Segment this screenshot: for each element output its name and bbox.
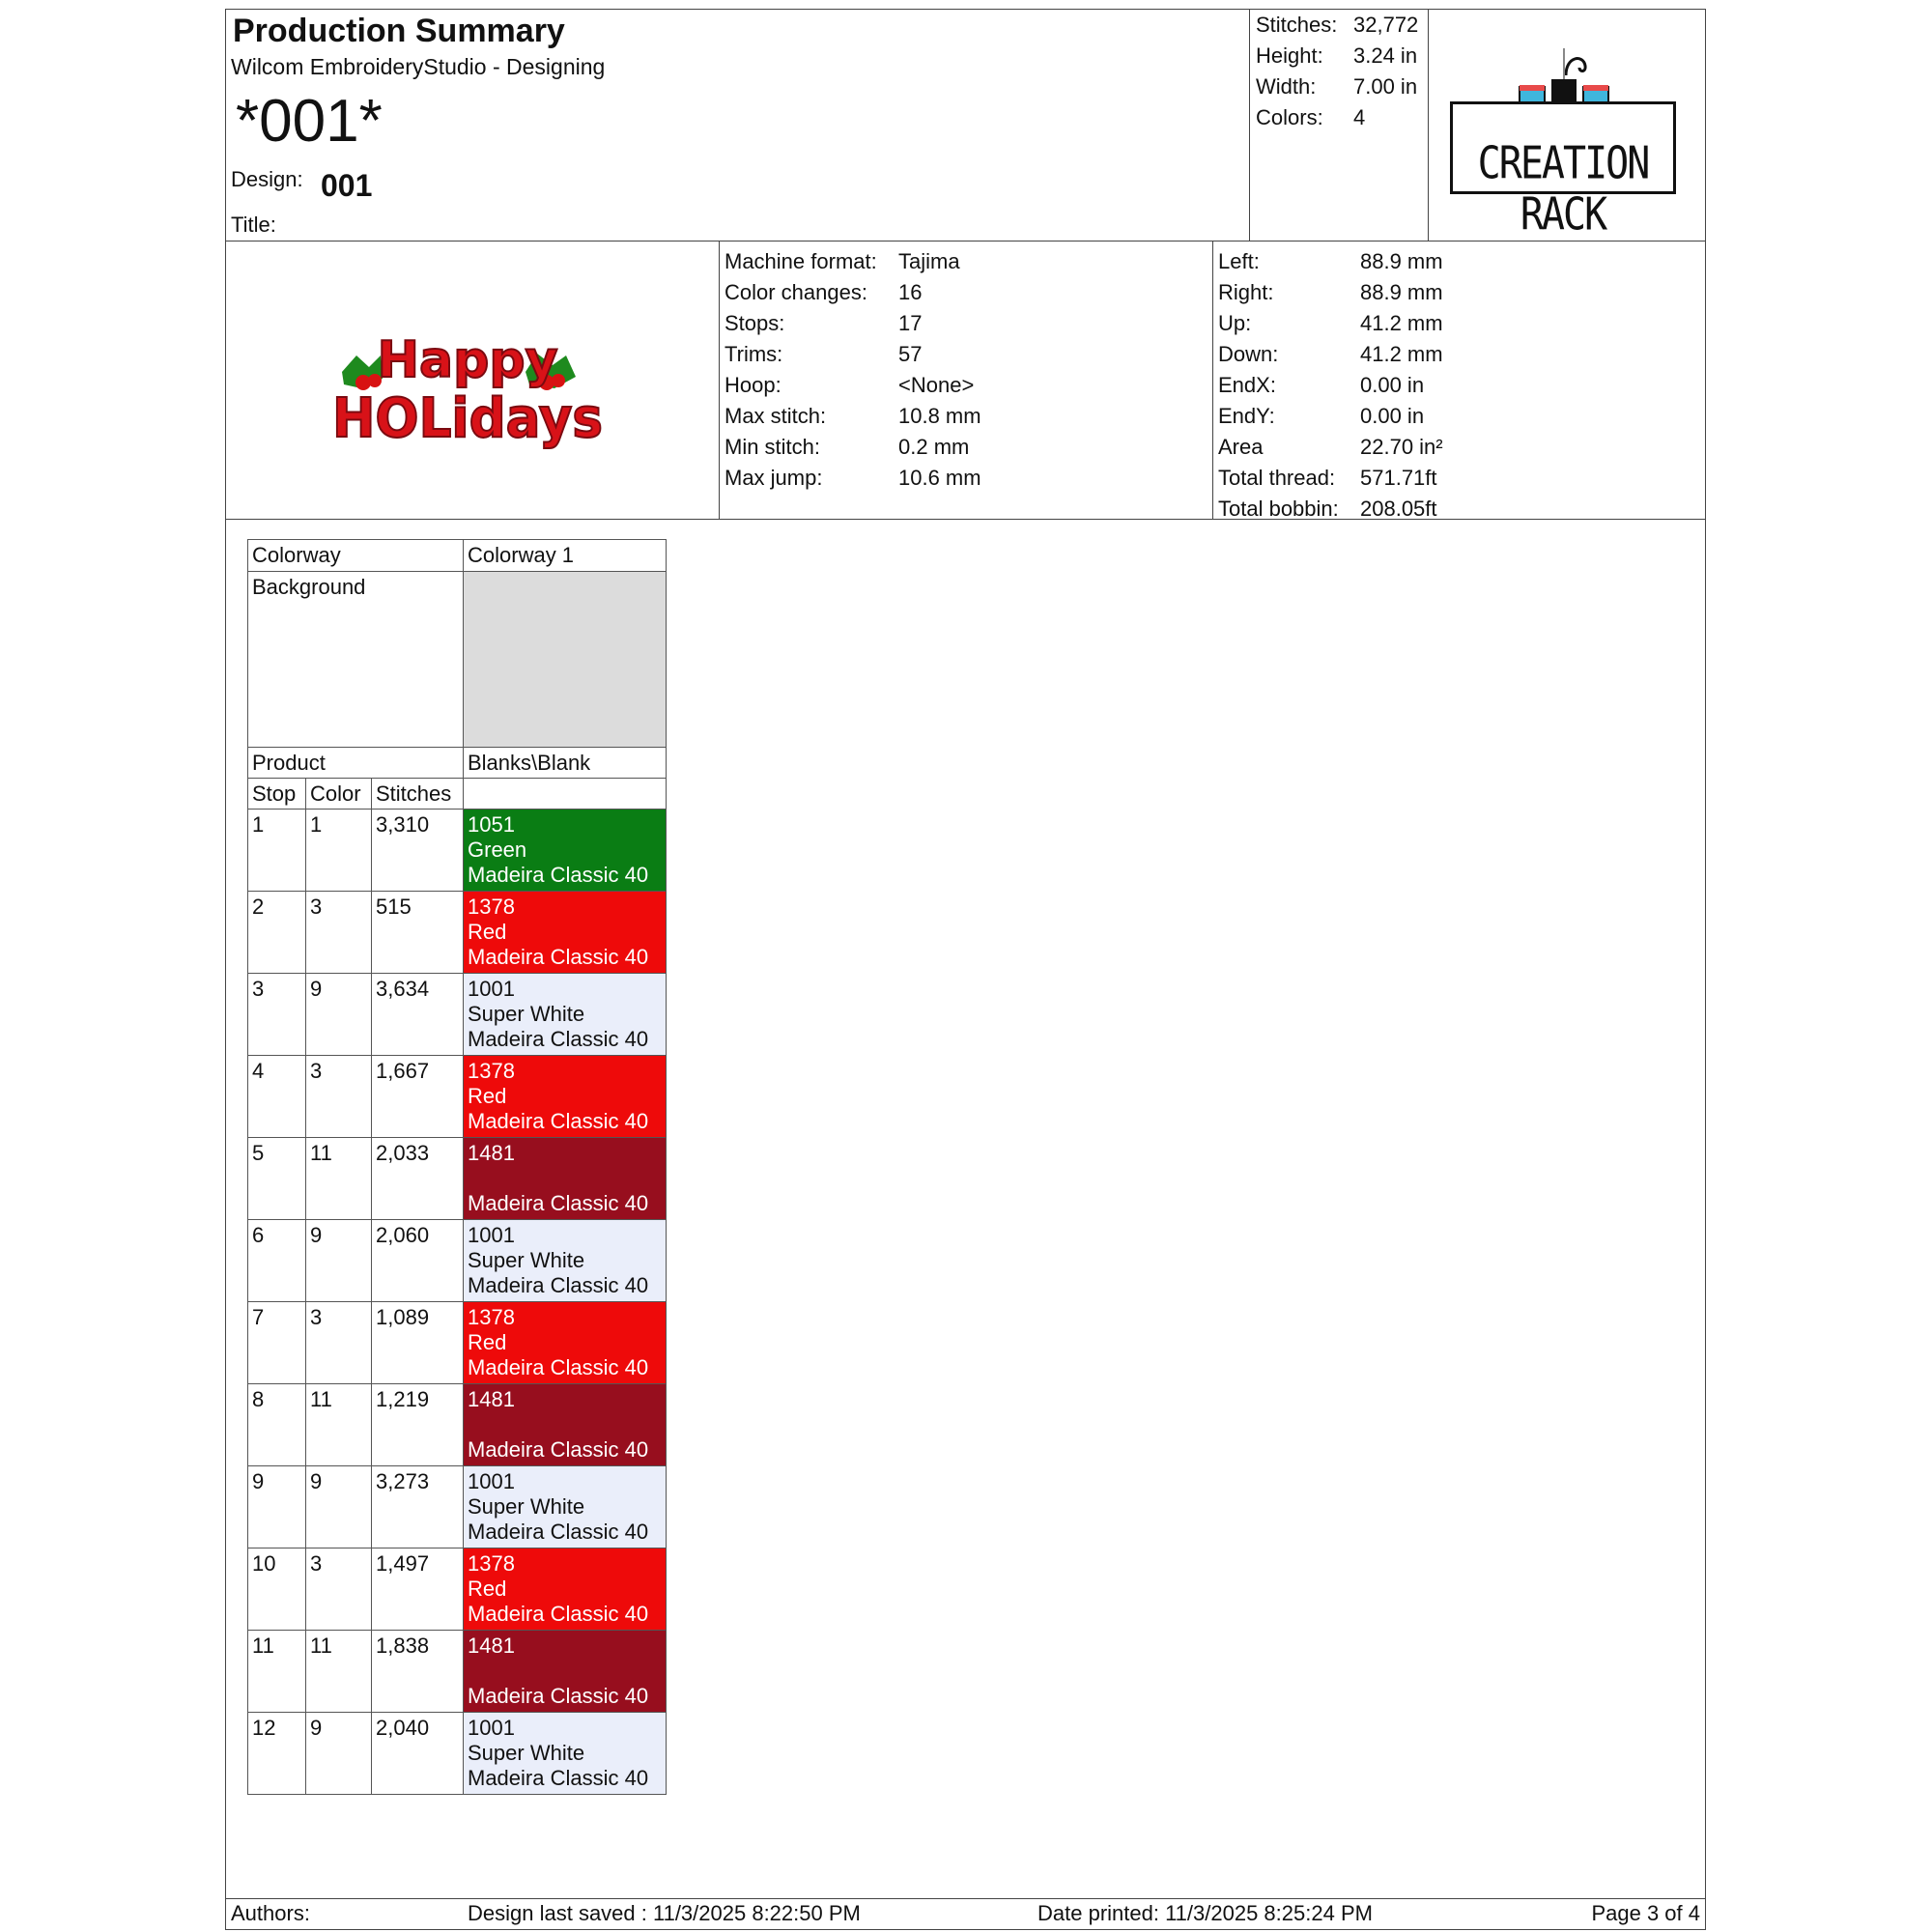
logo-text: CREATION RACK (1477, 138, 1649, 241)
thread-brand: Madeira Classic 40 (468, 1766, 649, 1790)
extent-value-8: 208.05ft (1360, 497, 1437, 521)
stitch-count: 3,310 (372, 810, 464, 892)
thread-name: Super White (468, 1494, 585, 1519)
color-number: 1 (306, 810, 372, 892)
thread-code: 1001 (468, 1716, 515, 1740)
thread-brand: Madeira Classic 40 (468, 1027, 649, 1051)
extent-label-1: Right: (1218, 280, 1274, 304)
color-number: 9 (306, 1466, 372, 1548)
production-summary-page (225, 9, 1706, 1930)
stop-row (248, 1384, 667, 1466)
extent-value-1: 88.9 mm (1360, 280, 1443, 304)
stop-number: 6 (248, 1220, 306, 1302)
extent-label-6: Area (1218, 435, 1264, 459)
colors-value: 4 (1353, 105, 1366, 129)
color-number: 9 (306, 1220, 372, 1302)
preview-line-2: HOLidays (332, 387, 603, 450)
stop-row (248, 1220, 667, 1302)
thread-name: Super White (468, 1002, 585, 1026)
extent-label-2: Up: (1218, 311, 1252, 335)
stop-row (248, 810, 667, 892)
page-title: Production Summary (233, 13, 565, 49)
machine-label-1: Color changes: (724, 280, 867, 304)
thread-brand: Madeira Classic 40 (468, 1355, 649, 1379)
stop-row (248, 1056, 667, 1138)
thread-code: 1481 (468, 1387, 515, 1411)
col-stitches-header: Stitches (372, 779, 464, 810)
page-number: Page 3 of 4 (1591, 1901, 1700, 1925)
thread-name: Red (468, 920, 507, 944)
software-name: Wilcom EmbroideryStudio - Designing (231, 54, 606, 79)
thread-name (468, 1166, 662, 1191)
thread-code: 1001 (468, 977, 515, 1001)
height-label: Height: (1256, 43, 1323, 68)
colorway-label: Colorway (248, 540, 464, 572)
thread-brand: Madeira Classic 40 (468, 1191, 649, 1215)
extent-value-0: 88.9 mm (1360, 249, 1443, 273)
stop-row (248, 1631, 667, 1713)
stitches-label: Stitches: (1256, 13, 1338, 37)
stitch-count: 2,033 (372, 1138, 464, 1220)
extent-label-4: EndX: (1218, 373, 1276, 397)
thread-name: Red (468, 1577, 507, 1601)
stop-row (248, 1713, 667, 1795)
thread-swatch (464, 1631, 667, 1713)
stitch-count: 1,219 (372, 1384, 464, 1466)
color-number: 9 (306, 974, 372, 1056)
thread-name: Red (468, 1330, 507, 1354)
thread-swatch (464, 892, 667, 974)
thread-code: 1001 (468, 1469, 515, 1493)
col-color-header: Color (306, 779, 372, 810)
last-saved: Design last saved : 11/3/2025 8:22:50 PM (468, 1901, 861, 1925)
thread-brand: Madeira Classic 40 (468, 1109, 649, 1133)
stop-number: 7 (248, 1302, 306, 1384)
thread-swatch (464, 810, 667, 892)
background-swatch (464, 572, 667, 748)
thread-code: 1378 (468, 1059, 515, 1083)
thread-name: Green (468, 838, 527, 862)
stop-number: 12 (248, 1713, 306, 1795)
stop-row (248, 1466, 667, 1548)
product-row (248, 748, 667, 779)
stop-number: 9 (248, 1466, 306, 1548)
stop-row (248, 892, 667, 974)
thread-code: 1481 (468, 1141, 515, 1165)
stitches-value: 32,772 (1353, 13, 1419, 37)
color-number: 3 (306, 1302, 372, 1384)
stitch-count: 3,273 (372, 1466, 464, 1548)
machine-value-5: 10.8 mm (898, 404, 981, 428)
col-thread-header (464, 779, 667, 810)
thread-brand: Madeira Classic 40 (468, 1520, 649, 1544)
thread-code: 1378 (468, 895, 515, 919)
extent-value-4: 0.00 in (1360, 373, 1425, 397)
thread-brand: Madeira Classic 40 (468, 945, 649, 969)
column-header-row (248, 779, 667, 810)
design-value: 001 (321, 168, 373, 203)
thread-name: Super White (468, 1248, 585, 1272)
stop-number: 5 (248, 1138, 306, 1220)
preview-line-1: Happy (377, 331, 558, 389)
stop-row (248, 974, 667, 1056)
stop-row (248, 1548, 667, 1631)
machine-value-6: 0.2 mm (898, 435, 970, 459)
stop-number: 10 (248, 1548, 306, 1631)
color-number: 3 (306, 892, 372, 974)
machine-value-3: 57 (898, 342, 923, 366)
thread-name: Super White (468, 1741, 585, 1765)
extent-label-5: EndY: (1218, 404, 1275, 428)
info-divider (226, 519, 1705, 520)
machine-label-5: Max stitch: (724, 404, 827, 428)
col-stop-header: Stop (248, 779, 306, 810)
machine-value-1: 16 (898, 280, 923, 304)
thread-swatch (464, 1713, 667, 1795)
color-number: 3 (306, 1056, 372, 1138)
thread-name: Red (468, 1084, 507, 1108)
height-value: 3.24 in (1353, 43, 1418, 68)
title-label: Title: (231, 213, 276, 237)
stop-rows (248, 810, 667, 1795)
logo-frame (1450, 101, 1676, 241)
stitch-count: 1,838 (372, 1631, 464, 1713)
thread-swatch (464, 1056, 667, 1138)
machine-label-4: Hoop: (724, 373, 781, 397)
stop-number: 3 (248, 974, 306, 1056)
machine-label-7: Max jump: (724, 466, 823, 490)
width-label: Width: (1256, 74, 1317, 99)
stop-number: 2 (248, 892, 306, 974)
design-preview-image (323, 319, 612, 454)
machine-value-0: Tajima (898, 249, 960, 273)
colors-label: Colors: (1256, 105, 1323, 129)
thread-name (468, 1412, 662, 1437)
thread-brand: Madeira Classic 40 (468, 863, 649, 887)
thread-brand: Madeira Classic 40 (468, 1684, 649, 1708)
thread-swatch (464, 1384, 667, 1466)
extent-value-7: 571.71ft (1360, 466, 1437, 490)
color-number: 11 (306, 1138, 372, 1220)
machine-label-3: Trims: (724, 342, 783, 366)
thread-swatch (464, 1466, 667, 1548)
thread-brand: Madeira Classic 40 (468, 1602, 649, 1626)
thread-swatch (464, 974, 667, 1056)
product-value: Blanks\Blank (464, 748, 667, 779)
thread-code: 1051 (468, 812, 515, 837)
colorway-value: Colorway 1 (464, 540, 667, 572)
extent-value-5: 0.00 in (1360, 404, 1425, 428)
thread-code: 1378 (468, 1305, 515, 1329)
info-col-divider-2 (1212, 241, 1213, 520)
design-label: Design: (231, 167, 303, 191)
stop-number: 4 (248, 1056, 306, 1138)
stitch-count: 3,634 (372, 974, 464, 1056)
color-number: 3 (306, 1548, 372, 1631)
stitch-count: 1,497 (372, 1548, 464, 1631)
date-printed: Date printed: 11/3/2025 8:25:24 PM (1037, 1901, 1373, 1925)
stitch-count: 1,667 (372, 1056, 464, 1138)
info-col-divider-1 (719, 241, 720, 520)
thread-code: 1001 (468, 1223, 515, 1247)
stitch-count: 2,040 (372, 1713, 464, 1795)
header-col-divider-1 (1249, 10, 1250, 242)
color-number: 11 (306, 1631, 372, 1713)
machine-label-6: Min stitch: (724, 435, 821, 459)
thread-swatch (464, 1138, 667, 1220)
colorway-table (247, 539, 667, 1795)
thread-brand: Madeira Classic 40 (468, 1273, 649, 1297)
extent-label-8: Total bobbin: (1218, 497, 1339, 521)
machine-value-4: <None> (898, 373, 975, 397)
extent-value-6: 22.70 in² (1360, 435, 1443, 459)
stitch-count: 2,060 (372, 1220, 464, 1302)
background-label: Background (248, 572, 464, 748)
thread-name (468, 1659, 662, 1684)
extent-label-7: Total thread: (1218, 466, 1336, 490)
color-number: 11 (306, 1384, 372, 1466)
thread-brand: Madeira Classic 40 (468, 1437, 649, 1462)
thread-code: 1481 (468, 1634, 515, 1658)
thread-swatch (464, 1302, 667, 1384)
width-value: 7.00 in (1353, 74, 1418, 99)
thread-code: 1378 (468, 1551, 515, 1576)
header-divider (226, 241, 1705, 242)
extent-label-3: Down: (1218, 342, 1279, 366)
thread-swatch (464, 1220, 667, 1302)
product-label: Product (248, 748, 464, 779)
stop-number: 1 (248, 810, 306, 892)
color-number: 9 (306, 1713, 372, 1795)
stitch-count: 1,089 (372, 1302, 464, 1384)
machine-value-2: 17 (898, 311, 923, 335)
colorway-header-row (248, 540, 667, 572)
footer-divider (226, 1898, 1705, 1899)
stop-number: 8 (248, 1384, 306, 1466)
stop-row (248, 1302, 667, 1384)
machine-label-2: Stops: (724, 311, 785, 335)
design-barcode-text: *001* (236, 88, 383, 155)
extent-value-2: 41.2 mm (1360, 311, 1443, 335)
machine-label-0: Machine format: (724, 249, 877, 273)
stop-row (248, 1138, 667, 1220)
stitch-count: 515 (372, 892, 464, 974)
header-col-divider-2 (1428, 10, 1429, 242)
authors-label: Authors: (231, 1901, 310, 1925)
thread-swatch (464, 1548, 667, 1631)
machine-value-7: 10.6 mm (898, 466, 981, 490)
background-row (248, 572, 667, 748)
stop-number: 11 (248, 1631, 306, 1713)
extent-value-3: 41.2 mm (1360, 342, 1443, 366)
extent-label-0: Left: (1218, 249, 1260, 273)
